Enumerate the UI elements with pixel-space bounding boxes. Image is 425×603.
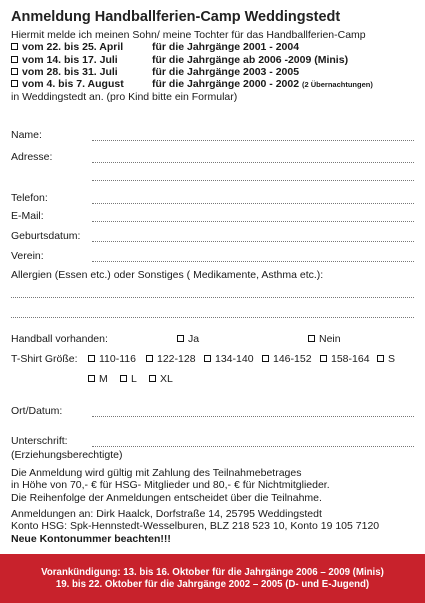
announcement-banner — [0, 554, 425, 603]
camp-years: für die Jahrgänge ab 2006 -2009 (Minis) — [152, 53, 349, 66]
checkbox-icon[interactable] — [11, 80, 18, 87]
checkbox-icon[interactable] — [11, 56, 18, 63]
club-label: Verein: — [11, 250, 44, 262]
checkbox-icon[interactable] — [88, 375, 95, 382]
camp-years: für die Jahrgänge 2003 - 2005 — [152, 65, 300, 78]
checkbox-icon[interactable] — [262, 355, 269, 362]
allergies-label: Allergien (Essen etc.) oder Sonstiges ( Medikamente, Asthma etc.): — [11, 269, 324, 281]
camp-years: für die Jahrgänge 2000 - 2002 — [152, 78, 300, 91]
camp-date: vom 22. bis 25. April — [22, 41, 124, 54]
size-option-l[interactable] — [120, 373, 137, 385]
checkbox-icon[interactable] — [11, 68, 18, 75]
camp-option-1[interactable] — [11, 41, 421, 53]
phone-label: Telefon: — [11, 192, 48, 204]
intro-end-text: in Weddingstedt an. (pro Kind bitte ein Formular) — [11, 91, 238, 104]
camp-years: für die Jahrgänge 2001 - 2004 — [152, 41, 300, 54]
checkbox-icon[interactable] — [320, 355, 327, 362]
option-label: 134-140 — [215, 353, 254, 365]
option-label: L — [131, 373, 137, 385]
handball-no-option[interactable] — [308, 333, 341, 345]
size-option-122-128[interactable] — [146, 353, 196, 365]
option-label: XL — [160, 373, 173, 385]
checkbox-icon[interactable] — [120, 375, 127, 382]
address-label: Adresse: — [11, 151, 53, 163]
size-option-s[interactable] — [377, 353, 395, 365]
checkbox-icon[interactable] — [146, 355, 153, 362]
size-option-m[interactable] — [88, 373, 108, 385]
camp-option-3[interactable] — [11, 66, 421, 78]
club-field[interactable] — [92, 261, 414, 262]
camp-date: vom 28. bis 31. Juli — [22, 65, 118, 78]
contact-line: Anmeldungen an: Dirk Haalck, Dorfstraße 14, 25795 Weddingstedt — [11, 508, 322, 520]
signature-label: Unterschrift: — [11, 435, 68, 447]
birthdate-label: Geburtsdatum: — [11, 230, 81, 242]
announcement-line: Vorankündigung: 13. bis 16. Oktober für die Jahrgänge 2006 – 2009 (Minis) — [41, 567, 384, 578]
address-field-2[interactable] — [92, 180, 414, 181]
terms-line: Die Anmeldung wird gültig mit Zahlung des Teilnahmebetrages — [11, 467, 302, 479]
camp-option-4[interactable] — [11, 78, 421, 91]
signature-field[interactable] — [92, 446, 414, 447]
birthdate-field[interactable] — [92, 241, 414, 242]
camp-date: vom 14. bis 17. Juli — [22, 53, 118, 66]
checkbox-icon[interactable] — [149, 375, 156, 382]
camp-option-2[interactable] — [11, 54, 421, 66]
checkbox-icon[interactable] — [377, 355, 384, 362]
option-label: 158-164 — [331, 353, 370, 365]
place-date-field[interactable] — [92, 416, 414, 417]
option-label: 122-128 — [157, 353, 196, 365]
checkbox-icon[interactable] — [11, 43, 18, 50]
size-option-110-116[interactable] — [88, 353, 136, 365]
option-label: M — [99, 373, 108, 385]
option-label: Ja — [188, 333, 200, 345]
handball-yes-option[interactable] — [177, 333, 199, 345]
option-label: 146-152 — [273, 353, 312, 365]
option-label: S — [388, 353, 396, 365]
allergies-field-2[interactable] — [11, 317, 414, 318]
address-field[interactable] — [92, 162, 414, 163]
checkbox-icon[interactable] — [308, 335, 315, 342]
allergies-field[interactable] — [11, 297, 414, 298]
place-date-label: Ort/Datum: — [11, 405, 63, 417]
option-label: Nein — [319, 333, 341, 345]
contact-line: Konto HSG: Spk-Hennstedt-Wesselburen, BLZ 218 523 10, Konto 19 105 7120 — [11, 520, 380, 533]
checkbox-icon[interactable] — [204, 355, 211, 362]
contact-block — [11, 508, 379, 545]
terms-line: Die Reihenfolge der Anmeldungen entscheidet über die Teilnahme. — [11, 491, 322, 504]
checkbox-icon[interactable] — [88, 355, 95, 362]
announcement-line: 19. bis 22. Oktober für die Jahrgänge 2002 – 2005 (D- und E-Jugend) — [55, 578, 370, 590]
email-label: E-Mail: — [11, 210, 44, 222]
name-field[interactable] — [92, 140, 414, 141]
camp-date: vom 4. bis 7. August — [22, 78, 124, 91]
option-label: 110-116 — [99, 353, 136, 365]
checkbox-icon[interactable] — [177, 335, 184, 342]
size-option-134-140[interactable] — [204, 353, 254, 365]
email-field[interactable] — [92, 221, 414, 222]
name-label: Name: — [11, 129, 42, 141]
terms-block — [11, 467, 330, 504]
size-option-xl[interactable] — [149, 373, 173, 385]
intro-text: Hiermit melde ich meinen Sohn/ meine Tochter für das Handballferien-Camp — [11, 29, 366, 41]
guardian-note: (Erziehungsberechtigte) — [11, 449, 123, 461]
phone-field[interactable] — [92, 203, 414, 204]
tshirt-label: T-Shirt Größe: — [11, 353, 78, 365]
intro-block — [11, 29, 421, 104]
camp-note: (2 Übernachtungen) — [302, 80, 373, 90]
size-option-158-164[interactable] — [320, 353, 370, 365]
account-notice: Neue Kontonummer beachten!!! — [11, 532, 171, 545]
page-title: Anmeldung Handballferien-Camp Weddingstedt — [11, 9, 341, 25]
handball-label: Handball vorhanden: — [11, 333, 108, 345]
terms-line: in Höhe von 70,- € für HSG- Mitglieder und 80,- € für Nichtmitglieder. — [11, 479, 330, 492]
size-option-146-152[interactable] — [262, 353, 312, 365]
